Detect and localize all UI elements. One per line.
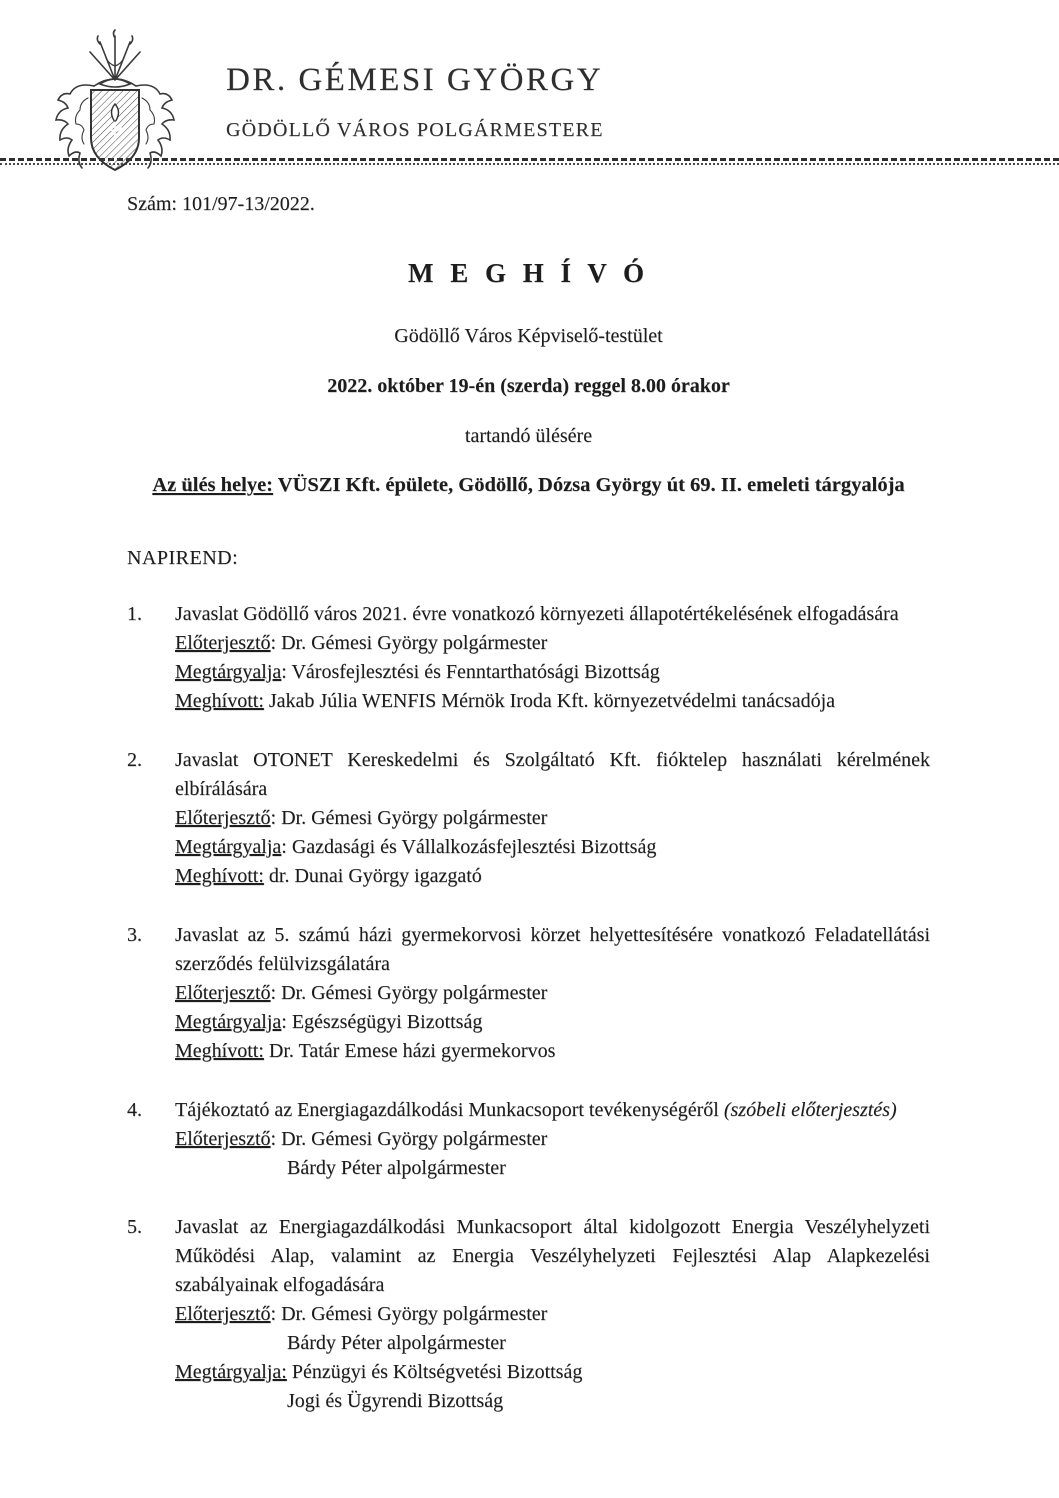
agenda-role-separator: : [270, 632, 282, 654]
agenda-item-number: 5. [127, 1216, 142, 1238]
agenda-role-row [175, 658, 930, 687]
meeting-datetime: 2022. október 19-én (szerda) reggel 8.00 órakor [327, 375, 730, 397]
agenda-item-number: 1. [127, 603, 142, 625]
agenda-role-separator: : [281, 661, 292, 683]
agenda-item [127, 1096, 930, 1183]
agenda-role-value: dr. Dunai György igazgató [268, 865, 482, 887]
agenda-role-value: Dr. Gémesi György polgármester [281, 1303, 548, 1325]
agenda-heading: NAPIREND: [127, 547, 239, 569]
agenda-role-row [175, 629, 930, 658]
agenda-role-separator: : [270, 1128, 282, 1150]
agenda-role-label: Megtárgyalja [175, 661, 282, 683]
agenda-role-value: Városfejlesztési és Fenntarthatósági Bizottság [291, 661, 660, 683]
letterhead [0, 0, 1059, 158]
agenda-role-label: Megtárgyalja [175, 836, 282, 858]
agenda-item-title [175, 746, 930, 804]
document-title: M E G H Í V Ó [407, 258, 650, 288]
agenda-item-title-text: Javaslat az Energiagazdálkodási Munkacsoport által kidolgozott Energia Veszélyhelyzeti Működési Alap, valamint az Energia Veszélyhelyzeti Fejlesztési Alap Alapkezelési szabályainak elfogadására [175, 1216, 930, 1296]
agenda-role-row [175, 1358, 930, 1387]
agenda-item-number: 4. [127, 1099, 142, 1121]
agenda-item-title [175, 921, 930, 979]
agenda-role-label: Meghívott: [175, 690, 264, 712]
agenda-role-value: Jakab Júlia WENFIS Mérnök Iroda Kft. környezetvédelmi tanácsadója [268, 690, 836, 712]
agenda-item-title-text: Javaslat OTONET Kereskedelmi és Szolgáltató Kft. fióktelep használati kérelmének elbírálására [175, 749, 930, 800]
agenda-item-number: 3. [127, 924, 142, 946]
agenda-item [127, 921, 930, 1066]
agenda-role-row [175, 687, 930, 716]
coat-of-arms-icon [44, 28, 186, 180]
case-number: Szám: 101/97-13/2022. [127, 193, 315, 215]
agenda-role-separator: : [270, 982, 282, 1004]
agenda-role-row [175, 1125, 930, 1154]
agenda-item-title-text: Tájékoztató az Energiagazdálkodási Munkacsoport tevékenységéről [175, 1099, 719, 1121]
agenda-item-body [175, 1213, 930, 1416]
invitation-body-line: tartandó ülésére [464, 425, 593, 447]
agenda-role-value: Egészségügyi Bizottság [291, 1011, 483, 1033]
mayor-name: DR. GÉMESI GYÖRGY [226, 62, 604, 98]
meeting-location-value: VÜSZI Kft. épülete, Gödöllő, Dózsa György út 69. II. emeleti tárgyalója [273, 474, 905, 496]
agenda-item [127, 1213, 930, 1416]
agenda-role-row [175, 862, 930, 891]
letterhead-text [186, 28, 604, 142]
agenda-role-row [175, 833, 930, 862]
agenda-role-label: Előterjesztő [175, 807, 271, 829]
agenda-role-row [175, 1300, 930, 1329]
agenda-item [127, 746, 930, 891]
agenda-item-body [175, 746, 930, 891]
agenda-role-value: Pénzügyi és Költségvetési Bizottság [291, 1361, 583, 1383]
agenda-role-separator: : [270, 807, 282, 829]
agenda-role-row [175, 1008, 930, 1037]
agenda-role-label: Előterjesztő [175, 1303, 271, 1325]
agenda-role-label: Megtárgyalja [175, 1011, 282, 1033]
agenda-role-value: Gazdasági és Vállalkozásfejlesztési Bizottság [291, 836, 657, 858]
agenda-role-label: Előterjesztő [175, 632, 271, 654]
agenda-role-row [175, 1037, 930, 1066]
agenda-item-title [175, 1096, 930, 1125]
agenda-role-label: Előterjesztő [175, 1128, 271, 1150]
agenda-role-label: Előterjesztő [175, 982, 271, 1004]
agenda-role-value: Dr. Gémesi György polgármester [281, 1128, 548, 1150]
agenda-item-title [175, 600, 930, 629]
agenda-item-title-text: Javaslat az 5. számú házi gyermekorvosi körzet helyettesítésére vonatkozó Feladatellátási szerződés felülvizsgálatára [175, 924, 930, 975]
invitation-body-line: Gödöllő Város Képviselő-testület [394, 325, 663, 347]
agenda-role-value: Dr. Tatár Emese házi gyermekorvos [268, 1040, 556, 1062]
agenda-role-label: Meghívott: [175, 865, 264, 887]
agenda-item-body [175, 1096, 930, 1183]
agenda-role-label: Megtárgyalja: [175, 1361, 287, 1383]
agenda-role-value: Dr. Gémesi György polgármester [281, 632, 548, 654]
agenda-role-label: Meghívott: [175, 1040, 264, 1062]
agenda-role-continuation: Bárdy Péter alpolgármester [287, 1332, 506, 1354]
agenda-item-number: 2. [127, 749, 142, 771]
agenda-role-row [175, 804, 930, 833]
agenda-role-separator: : [281, 1011, 292, 1033]
agenda-item-body [175, 600, 930, 716]
agenda-list [127, 600, 930, 1416]
agenda-role-continuation: Bárdy Péter alpolgármester [287, 1157, 506, 1179]
agenda-item-title-text: Javaslat Gödöllő város 2021. évre vonatkozó környezeti állapotértékelésének elfogadására [175, 603, 899, 625]
agenda-role-value: Dr. Gémesi György polgármester [281, 982, 548, 1004]
meeting-location [127, 474, 930, 497]
agenda-role-separator: : [281, 836, 292, 858]
agenda-role-continuation: Jogi és Ügyrendi Bizottság [287, 1390, 504, 1412]
agenda-item-title-note: (szóbeli előterjesztés) [718, 1099, 897, 1121]
agenda-item-body [175, 921, 930, 1066]
agenda-role-separator: : [270, 1303, 282, 1325]
meeting-location-label: Az ülés helye: [152, 474, 274, 496]
agenda-item [127, 600, 930, 716]
agenda-role-value: Dr. Gémesi György polgármester [281, 807, 548, 829]
agenda-role-row [175, 979, 930, 1008]
agenda-item-title [175, 1213, 930, 1300]
document-body [0, 193, 1059, 1416]
mayor-role: GÖDÖLLŐ VÁROS POLGÁRMESTERE [226, 119, 604, 141]
